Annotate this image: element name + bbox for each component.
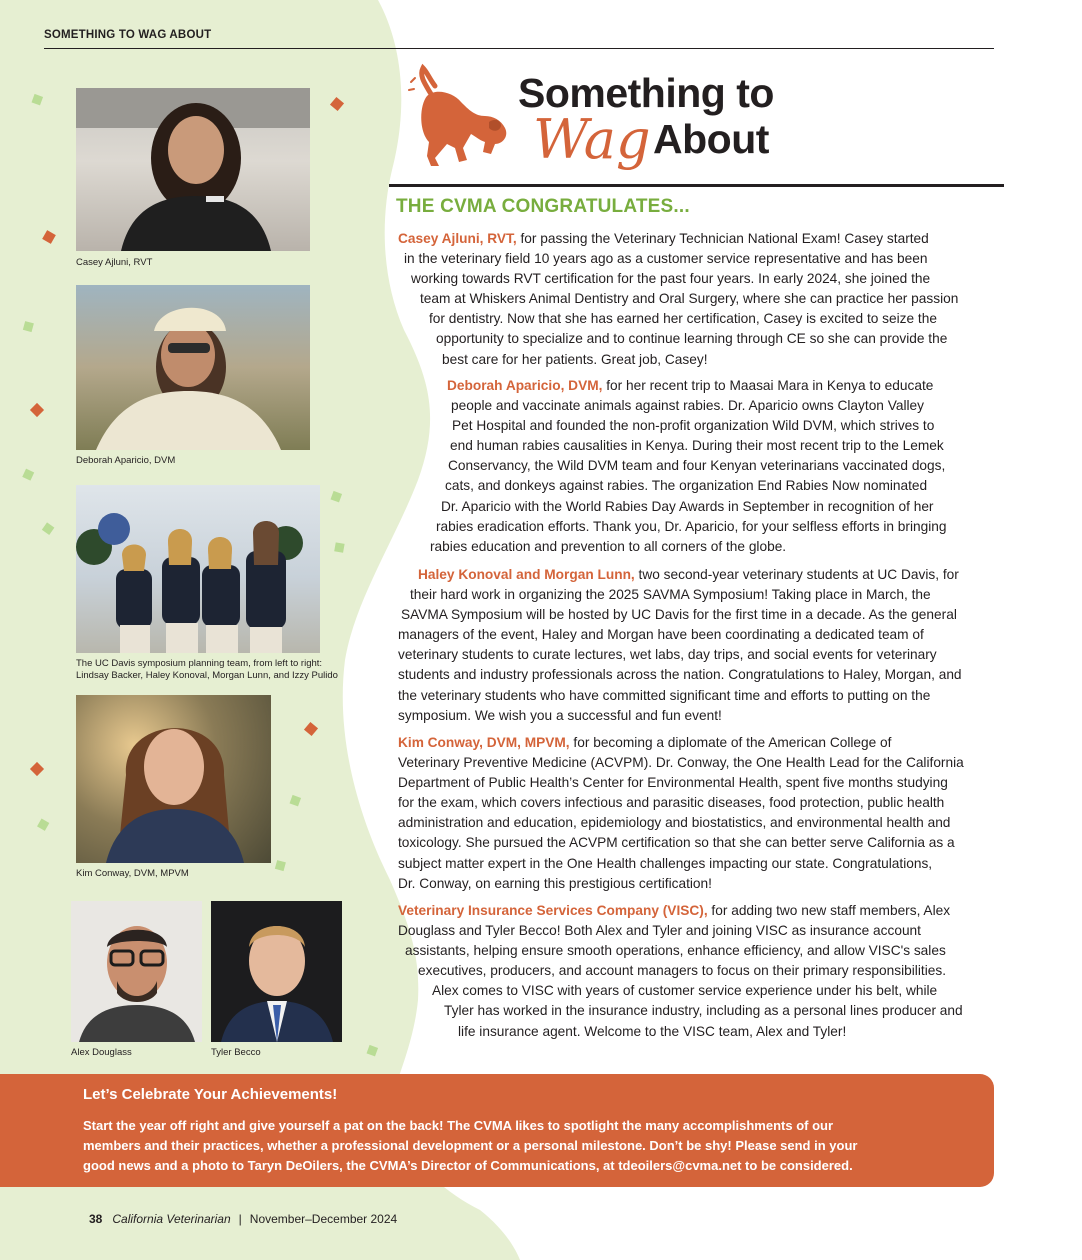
- story-line: for dentistry. Now that she has earned her certification, Casey is excited to seize the: [429, 311, 937, 327]
- photo-deborah-aparicio: [76, 285, 310, 450]
- photo-tyler-becco: [211, 901, 342, 1042]
- title-about: About: [653, 116, 769, 162]
- story-konoval-lunn: [398, 565, 962, 726]
- page-number: 38: [89, 1212, 103, 1226]
- story-line: Veterinary Preventive Medicine (ACVPM). Dr. Conway, the One Health Lead for the California: [398, 755, 964, 771]
- caption-line: The UC Davis symposium planning team, from left to right:: [76, 658, 323, 669]
- story-line: Dr. Aparicio with the World Rabies Day Awards in September in recognition of her: [441, 498, 934, 514]
- caption-casey-ajluni: Casey Ajluni, RVT: [76, 257, 153, 268]
- story-line: their hard work in organizing the 2025 SAVMA Symposium! Taking place in March, the: [410, 587, 931, 603]
- story-line: Pet Hospital and founded the non-profit organization Wild DVM, which strives to: [452, 418, 935, 434]
- story-line: for the exam, which covers infectious and parasitic diseases, food protection, public health: [398, 795, 945, 811]
- story-lead: Casey Ajluni, RVT,: [398, 231, 517, 246]
- caption-kim-conway: Kim Conway, DVM, MPVM: [76, 868, 189, 879]
- story-deborah-aparicio: [398, 376, 947, 557]
- story-line: rabies eradication efforts. Thank you, Dr. Aparicio, for your selfless efforts in bringing: [436, 518, 947, 534]
- story-line: managers of the event, Haley and Morgan have been coordinating a dedicated team of: [398, 627, 924, 643]
- section-header: SOMETHING TO WAG ABOUT: [44, 29, 212, 41]
- story-line: two second-year veterinary students at UC Davis, for: [634, 567, 959, 582]
- story-line: rabies education and prevention to all corners of the globe.: [430, 538, 787, 554]
- congrats-heading: THE CVMA CONGRATULATES...: [396, 196, 690, 217]
- photo-casey-ajluni: [76, 88, 310, 251]
- story-line: in the veterinary field 10 years ago as a customer service representative and has been: [404, 251, 928, 267]
- issue-date: November–December 2024: [249, 1212, 398, 1226]
- banner-line: Start the year off right and give yourself a pat on the back! The CVMA likes to spotlight the many accomplishments of our: [83, 1118, 834, 1133]
- banner-line: good news and a photo to Taryn DeOilers, the CVMA’s Director of Communications, at tdeoilers@cvma.net to be considered.: [83, 1158, 853, 1173]
- story-line: working towards RVT certification for the past four years. In early 2024, she joined the: [411, 271, 931, 287]
- story-line: Department of Public Health’s Center for Environmental Health, spent five months studying: [398, 775, 948, 791]
- caption-alex-douglass: Alex Douglass: [71, 1047, 132, 1058]
- story-line: assistants, helping ensure smooth operations, enhance efficiency, and allow VISC's sales: [405, 943, 946, 959]
- story-line: Alex comes to VISC with years of customer service experience under his belt, while: [432, 983, 938, 999]
- story-lead: Kim Conway, DVM, MPVM,: [398, 735, 570, 750]
- title-block: [405, 62, 805, 192]
- story-casey-ajluni: [398, 229, 958, 370]
- story-line: executives, producers, and account managers to focus on their primary responsibilities.: [418, 963, 946, 979]
- photo-uc-davis-team: [76, 485, 320, 653]
- story-line: Conservancy, the Wild DVM team and four Kenyan veterinarians vaccinated dogs,: [448, 458, 946, 474]
- banner-title: Let’s Celebrate Your Achievements!: [83, 1086, 338, 1103]
- title-line1: Something to: [518, 70, 774, 116]
- story-kim-conway: [398, 733, 964, 894]
- story-line: team at Whiskers Animal Dentistry and Oral Surgery, where she can practice her passion: [420, 291, 959, 307]
- story-lead: Haley Konoval and Morgan Lunn,: [418, 567, 635, 582]
- story-line: for adding two new staff members, Alex: [707, 903, 951, 918]
- dog-icon: [405, 62, 515, 177]
- story-line: veterinary students to curate lectures, wet labs, day trips, and social events for veterinary: [398, 647, 937, 663]
- photo-alex-douglass: [71, 901, 202, 1042]
- story-line: the veterinary students who have committed significant time and efforts to putting on the: [398, 687, 931, 703]
- story-visc: [398, 901, 963, 1042]
- story-line: for passing the Veterinary Technician National Exam! Casey started: [516, 231, 929, 246]
- title-wag: Wag: [533, 108, 651, 171]
- story-line: toxicology. She pursued the ACVPM certification so that she can better serve California as a: [398, 835, 955, 851]
- story-line: administration and education, epidemiology and biostatistics, and environmental health and: [398, 815, 951, 831]
- caption-deborah-aparicio: Deborah Aparicio, DVM: [76, 455, 176, 466]
- photo-kim-conway: [76, 695, 271, 863]
- caption-tyler-becco: Tyler Becco: [211, 1047, 261, 1058]
- page-footer: [89, 1212, 397, 1226]
- story-line: opportunity to specialize and to continue learning through CE so she can provide the: [436, 331, 948, 347]
- story-line: students and industry professionals across the nation. Congratulations to Haley, Morgan, and: [398, 667, 962, 683]
- title-rule: [389, 184, 1004, 187]
- story-line: life insurance agent. Welcome to the VISC team, Alex and Tyler!: [458, 1023, 847, 1039]
- story-line: Dr. Conway, on earning this prestigious certification!: [398, 875, 712, 891]
- story-line: end human rabies causalities in Kenya. During their most recent trip to the Lemek: [450, 438, 944, 454]
- story-lead: Deborah Aparicio, DVM,: [447, 378, 603, 393]
- story-line: best care for her patients. Great job, Casey!: [442, 351, 708, 367]
- story-lead: Veterinary Insurance Services Company (VISC),: [398, 903, 708, 918]
- banner-line: members and their practices, whether a professional development or a personal milestone. Don’t be shy! Please send in your: [83, 1138, 858, 1153]
- header-rule: [44, 48, 994, 49]
- caption-uc-davis-team: [76, 658, 338, 682]
- story-line: Douglass and Tyler Becco! Both Alex and Tyler and joining VISC as insurance account: [398, 923, 921, 939]
- story-line: cats, and donkeys against rabies. The organization End Rabies Now nominated: [445, 478, 928, 494]
- story-line: for becoming a diplomate of the American College of: [569, 735, 892, 750]
- footer-separator: |: [238, 1212, 242, 1226]
- story-line: symposium. We wish you a successful and fun event!: [398, 707, 722, 723]
- banner-text: [83, 1116, 857, 1176]
- story-line: people and vaccinate animals against rabies. Dr. Aparicio owns Clayton Valley: [451, 398, 924, 414]
- story-line: SAVMA Symposium will be hosted by UC Davis for the first time in a decade. As the general: [401, 607, 957, 623]
- publication-name: California Veterinarian: [112, 1212, 231, 1226]
- story-line: subject matter expert in the One Health challenges impacting our state. Congratulations,: [398, 855, 933, 871]
- story-line: Tyler has worked in the insurance industry, including as a personal lines producer and: [444, 1003, 963, 1019]
- celebrate-banner: [0, 1074, 994, 1187]
- story-line: for her recent trip to Maasai Mara in Kenya to educate: [602, 378, 934, 393]
- caption-line: Lindsay Backer, Haley Konoval, Morgan Lunn, and Izzy Pulido: [76, 670, 338, 681]
